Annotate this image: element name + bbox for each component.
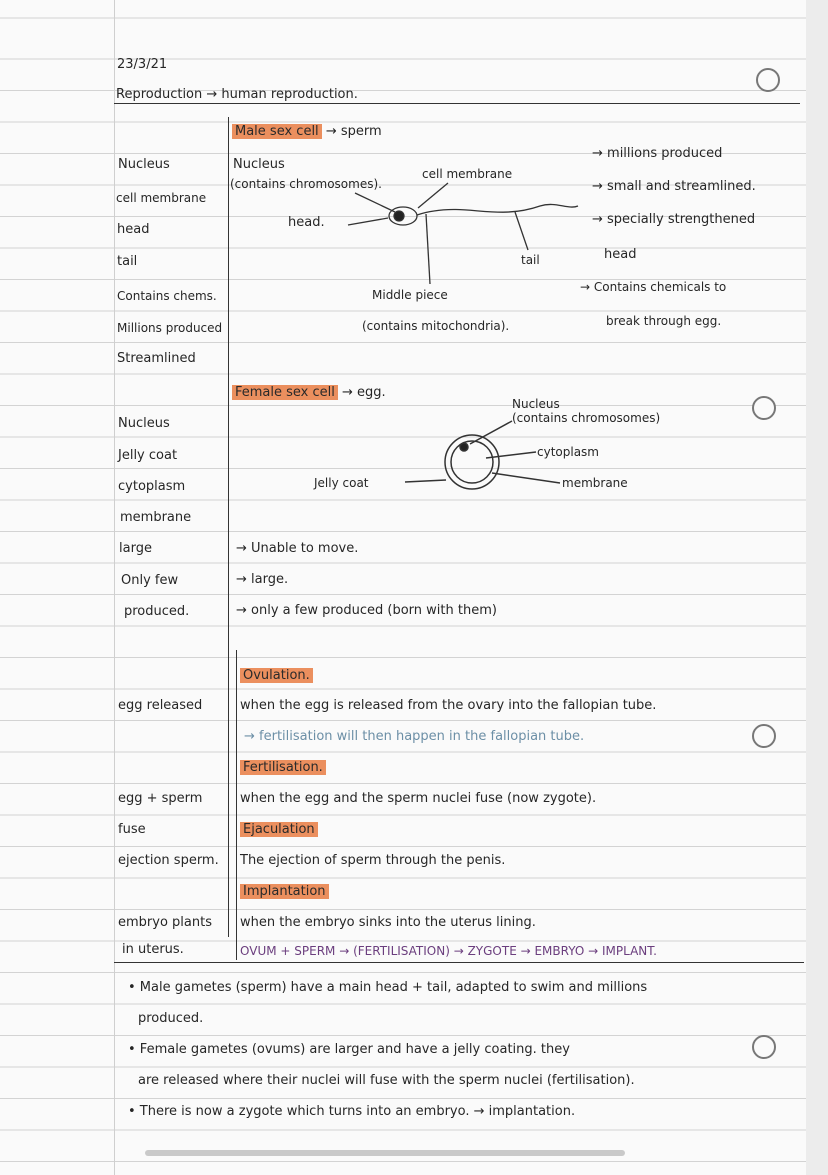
male-cue-nucleus: Nucleus <box>118 157 170 172</box>
pointer-tail <box>515 212 528 250</box>
male-fact-1: → millions produced <box>592 146 723 161</box>
egg-label-membrane: membrane <box>562 476 628 490</box>
summary-line-5: • There is now a zygote which turns into an embryo. → implantation. <box>128 1104 576 1119</box>
female-cue-only-few: Only few <box>121 573 179 588</box>
female-fact-1: → Unable to move. <box>236 541 359 556</box>
pointer-head <box>348 218 388 225</box>
female-cue-cytoplasm: cytoplasm <box>118 479 186 494</box>
implantation-definition: when the embryo sinks into the uterus lining. <box>240 915 536 930</box>
male-fact-5: → Contains chemicals to <box>580 280 727 294</box>
female-cue-produced: produced. <box>124 604 190 619</box>
male-title-suffix: → sperm <box>325 124 382 139</box>
female-title-suffix: → egg. <box>342 385 386 400</box>
reproduction-sequence: OVUM + SPERM → (FERTILISATION) → ZYGOTE → EMBRYO → IMPLANT. <box>240 944 657 958</box>
sperm-label-cell-membrane: cell membrane <box>422 167 513 181</box>
term-fertilisation-highlight: Fertilisation. <box>240 760 326 775</box>
term-implantation-highlight: Implantation <box>240 884 329 899</box>
male-cue-contains-chems: Contains chems. <box>117 289 217 303</box>
male-cue-tail: tail <box>117 254 138 269</box>
pointer-egg-membrane <box>492 473 560 483</box>
egg-diagram <box>405 421 560 489</box>
male-cue-streamlined: Streamlined <box>117 351 196 366</box>
female-cue-jelly-coat: Jelly coat <box>118 448 178 463</box>
pointer-nucleus <box>355 193 395 212</box>
sperm-label-nucleus: Nucleus <box>233 157 285 172</box>
male-fact-6: break through egg. <box>606 314 722 328</box>
summary-line-4: are released where their nuclei will fuse with the sperm nuclei (fertilisation). <box>138 1073 635 1088</box>
pointer-cell-membrane <box>418 183 448 208</box>
scroll-indicator[interactable] <box>145 1150 625 1156</box>
egg-label-jelly-coat: Jelly coat <box>314 476 369 490</box>
pointer-egg-nucleus <box>470 421 512 444</box>
ejaculation-cue: ejection sperm. <box>118 853 219 868</box>
female-cue-nucleus: Nucleus <box>118 416 170 431</box>
egg-label-nucleus: Nucleus <box>512 397 560 411</box>
egg-label-nucleus-note: (contains chromosomes) <box>512 411 661 425</box>
summary-line-1: • Male gametes (sperm) have a main head + tail, adapted to swim and millions <box>128 980 648 995</box>
summary-line-2: produced. <box>138 1011 204 1026</box>
pointer-egg-cytoplasm <box>486 452 536 458</box>
sperm-label-middle-piece-note: (contains mitochondria). <box>362 319 510 333</box>
pointer-middle-piece <box>426 214 430 284</box>
egg-nucleus <box>460 443 468 451</box>
female-cue-membrane: membrane <box>120 510 192 525</box>
fertilisation-definition: when the egg and the sperm nuclei fuse (now zygote). <box>240 791 597 806</box>
egg-label-cytoplasm: cytoplasm <box>537 445 599 459</box>
ovulation-cue: egg released <box>118 698 203 713</box>
implantation-cue-1: embryo plants <box>118 915 212 930</box>
male-title-highlight: Male sex cell <box>232 124 322 139</box>
egg-membrane <box>451 441 493 483</box>
sperm-label-tail: tail <box>521 253 540 267</box>
sperm-label-nucleus-note: (contains chromosomes). <box>230 177 382 191</box>
sperm-tail <box>434 204 578 212</box>
sperm-label-head: head. <box>288 215 325 230</box>
sperm-nucleus <box>394 211 404 221</box>
female-title-highlight: Female sex cell <box>232 385 338 400</box>
male-cue-head: head <box>117 222 150 237</box>
male-fact-2: → small and streamlined. <box>592 179 756 194</box>
summary-line-3: • Female gametes (ovums) are larger and have a jelly coating. they <box>128 1042 570 1057</box>
fertilisation-cue-2: fuse <box>118 822 146 837</box>
ovulation-note: → fertilisation will then happen in the fallopian tube. <box>244 729 585 744</box>
female-fact-2: → large. <box>236 572 289 587</box>
date: 23/3/21 <box>117 57 168 72</box>
female-cue-large: large <box>119 541 152 556</box>
sperm-diagram <box>348 183 578 284</box>
pointer-egg-jelly-coat <box>405 480 446 482</box>
fertilisation-cue-1: egg + sperm <box>118 791 203 806</box>
ovulation-definition: when the egg is released from the ovary into the fallopian tube. <box>240 698 657 713</box>
male-cue-millions-produced: Millions produced <box>117 321 223 335</box>
sperm-label-middle-piece: Middle piece <box>372 288 448 302</box>
ejaculation-definition: The ejection of sperm through the penis. <box>240 853 506 868</box>
female-fact-3: → only a few produced (born with them) <box>236 603 497 618</box>
male-fact-3: → specially strengthened <box>592 212 756 227</box>
implantation-cue-2: in uterus. <box>122 942 184 957</box>
page-heading: Reproduction → human reproduction. <box>116 87 358 102</box>
male-fact-4: head <box>604 247 637 262</box>
term-ovulation-highlight: Ovulation. <box>240 668 313 683</box>
term-ejaculation-highlight: Ejaculation <box>240 822 318 837</box>
male-cue-cell-membrane: cell membrane <box>116 191 207 205</box>
